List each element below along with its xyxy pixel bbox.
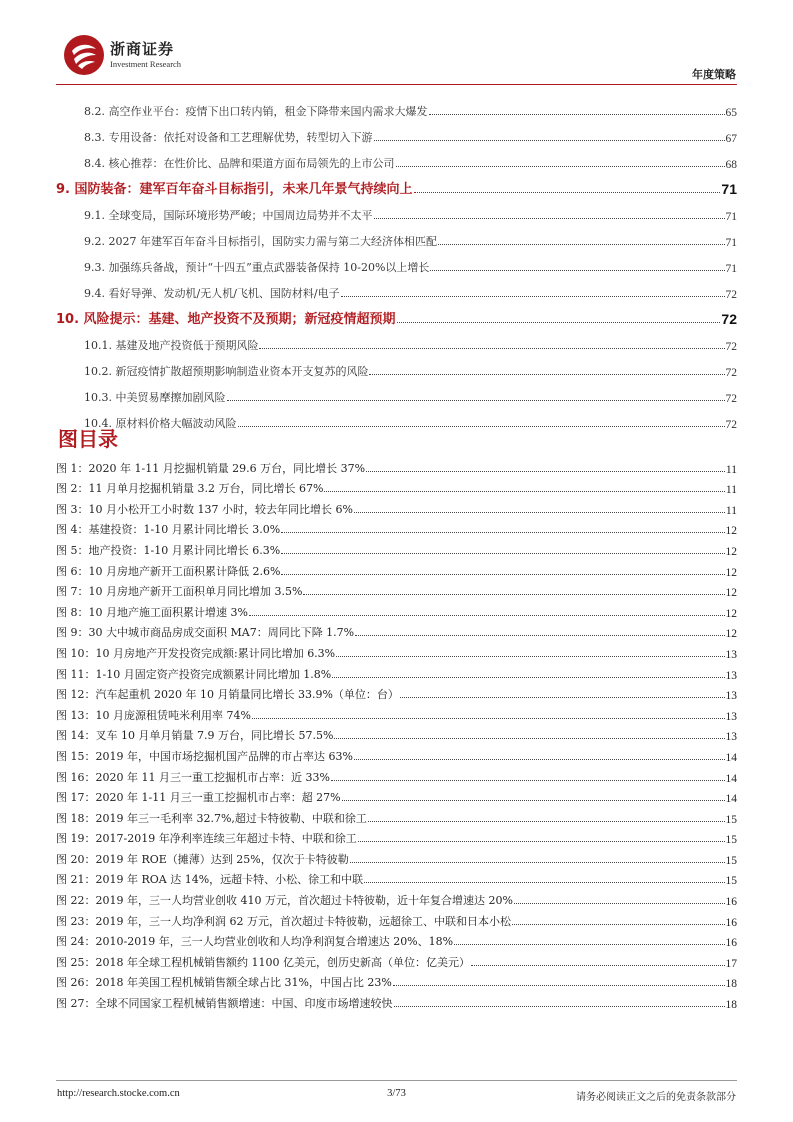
- toc-entry-title: 9.4. 看好导弹、发动机/无人机/飞机、国防材料/电子: [84, 287, 340, 300]
- figure-entry-page: 11: [725, 463, 737, 476]
- figure-entry[interactable]: [56, 476, 737, 497]
- figure-entry-page: 15: [725, 813, 737, 826]
- figure-entry-title: 图 26：2018 年美国工程机械销售额全球占比 31%，中国占比 23%: [56, 976, 392, 990]
- figure-entry-page: 15: [725, 854, 737, 867]
- figure-entry[interactable]: [56, 805, 737, 826]
- toc-section-title: 10. 风险提示：基建、地产投资不及预期；新冠疫情超预期: [56, 312, 396, 327]
- toc-entry-page: 72: [725, 367, 737, 379]
- figure-entry-title: 图 16：2020 年 11 月三一重工挖掘机市占率：近 33%: [56, 770, 330, 784]
- toc-section-page: 72: [721, 311, 737, 327]
- figure-entry-page: 15: [725, 834, 737, 847]
- toc-entry-title: 9.2. 2027 年建军百年奋斗目标指引，国防实力需与第二大经济体相匹配: [84, 235, 437, 248]
- figure-entry[interactable]: [56, 682, 737, 703]
- toc-entry-title: 10.2. 新冠疫情扩散超预期影响制造业资本开支复苏的风险: [84, 365, 369, 378]
- figure-entry-page: 18: [725, 978, 737, 991]
- toc-entry[interactable]: [56, 197, 737, 223]
- toc-entry-page: 71: [725, 263, 737, 275]
- toc-entry-title: 10.3. 中美贸易摩擦加剧风险: [84, 391, 226, 404]
- figure-entry-title: 图 5：地产投资：1-10 月累计同比增长 6.3%: [56, 543, 281, 557]
- figure-entry-page: 12: [725, 566, 737, 579]
- toc-entry[interactable]: [56, 275, 737, 301]
- toc-entry[interactable]: [56, 327, 737, 353]
- figure-entry-title: 图 6：10 月房地产新开工面积累计降低 2.6%: [56, 564, 281, 578]
- figure-entry-title: 图 18：2019 年三一毛利率 32.7%,超过卡特彼勒、中联和徐工: [56, 811, 367, 825]
- figure-entry[interactable]: [56, 970, 737, 991]
- figure-entry[interactable]: [56, 846, 737, 867]
- figure-entry[interactable]: [56, 579, 737, 600]
- figure-entry[interactable]: [56, 908, 737, 929]
- document-type: 年度策略: [692, 68, 736, 81]
- toc-entry-page: 72: [725, 393, 737, 405]
- toc-entry-page: 72: [725, 341, 737, 353]
- figure-entry-page: 13: [725, 669, 737, 682]
- figure-entry-page: 13: [725, 690, 737, 703]
- figure-entry[interactable]: [56, 743, 737, 764]
- figure-entry[interactable]: [56, 702, 737, 723]
- figure-entry[interactable]: [56, 620, 737, 641]
- company-name-cn: 浙商证券: [110, 40, 175, 58]
- figure-entry-page: 16: [725, 896, 737, 909]
- toc-section[interactable]: [56, 171, 737, 197]
- page-number: 3/73: [387, 1088, 406, 1099]
- figure-entry-title: 图 13：10 月庞源租赁吨米利用率 74%: [56, 708, 251, 722]
- toc-entry[interactable]: [56, 249, 737, 275]
- figure-entry-title: 图 23：2019 年，三一人均净利润 62 万元，首次超过卡特彼勒，远超徐工、中联和日本小松: [56, 914, 511, 928]
- figure-entry-page: 16: [725, 937, 737, 950]
- figure-entry-page: 16: [725, 916, 737, 929]
- figure-entry[interactable]: [56, 599, 737, 620]
- figure-entry-page: 14: [725, 751, 737, 764]
- toc-entry-title: 8.2. 高空作业平台：疫情下出口转内销，租金下降带来国内需求大爆发: [84, 105, 428, 118]
- figure-entry-page: 15: [725, 875, 737, 888]
- toc-entry-title: 9.3. 加强练兵备战，预计“十四五”重点武器装备保持 10-20%以上增长: [84, 261, 430, 274]
- figure-entry-title: 图 25：2018 年全球工程机械销售额约 1100 亿美元，创历史新高（单位：亿美元）: [56, 955, 470, 969]
- figure-entry[interactable]: [56, 496, 737, 517]
- toc-entry[interactable]: [56, 405, 737, 431]
- toc-entry-title: 10.1. 基建及地产投资低于预期风险: [84, 339, 259, 352]
- figure-entry-page: 12: [725, 525, 737, 538]
- toc-entry[interactable]: [56, 223, 737, 249]
- toc-entry-page: 71: [725, 237, 737, 249]
- figure-entry[interactable]: [56, 929, 737, 950]
- toc-entry-page: 65: [725, 107, 737, 119]
- company-name-en: Investment Research: [110, 59, 182, 69]
- figure-entry-title: 图 1：2020 年 1-11 月挖掘机销量 29.6 万台，同比增长 37%: [56, 461, 366, 475]
- figure-entry-page: 11: [725, 504, 737, 517]
- table-of-contents: [56, 93, 737, 431]
- figure-entry[interactable]: [56, 826, 737, 847]
- figure-entry[interactable]: [56, 949, 737, 970]
- figure-entry-page: 11: [725, 484, 737, 497]
- figure-entry-title: 图 7：10 月房地产新开工面积单月同比增加 3.5%: [56, 585, 303, 599]
- toc-section[interactable]: [56, 301, 737, 327]
- figure-entry[interactable]: [56, 537, 737, 558]
- figure-entry-title: 图 4：基建投资：1-10 月累计同比增长 3.0%: [56, 523, 281, 537]
- toc-entry-page: 67: [725, 133, 737, 145]
- figures-heading: 图目录: [58, 427, 118, 451]
- figure-entry-title: 图 27：全球不同国家工程机械销售额增速：中国、印度市场增速较快: [56, 997, 393, 1011]
- figure-entry-page: 13: [725, 648, 737, 661]
- toc-entry-page: 68: [725, 159, 737, 171]
- toc-entry[interactable]: [56, 93, 737, 119]
- figure-entry-page: 13: [725, 731, 737, 744]
- figure-entry[interactable]: [56, 640, 737, 661]
- figure-entry-page: 12: [725, 607, 737, 620]
- figure-entry[interactable]: [56, 661, 737, 682]
- figure-entry-title: 图 19：2017-2019 年净利率连续三年超过卡特、中联和徐工: [56, 832, 357, 846]
- toc-entry-title: 10.4. 原材料价格大幅波动风险: [84, 417, 237, 430]
- toc-entry-page: 72: [725, 419, 737, 431]
- figure-entry-page: 17: [725, 957, 737, 970]
- figure-entry-title: 图 20：2019 年 ROE（摊薄）达到 25%，仅次于卡特彼勒: [56, 852, 349, 866]
- toc-section-title: 9. 国防装备：建军百年奋斗目标指引，未来几年景气持续向上: [56, 182, 413, 197]
- toc-entry-title: 9.1. 全球变局，国际环境形势严峻；中国周边局势并不太平: [84, 209, 373, 222]
- figure-entry-page: 12: [725, 628, 737, 641]
- figure-entry-title: 图 9：30 大中城市商品房成交面积 MA7：周同比下降 1.7%: [56, 626, 355, 640]
- figure-entry-page: 14: [725, 772, 737, 785]
- figure-entry-title: 图 21：2019 年 ROA 达 14%，远超卡特、小松、徐工和中联: [56, 873, 364, 887]
- figure-entry[interactable]: [56, 785, 737, 806]
- figure-entry-page: 18: [725, 999, 737, 1012]
- figure-entry-title: 图 8：10 月地产施工面积累计增速 3%: [56, 605, 248, 619]
- figure-entry-title: 图 2：11 月单月挖掘机销量 3.2 万台，同比增长 67%: [56, 482, 324, 496]
- toc-section-page: 71: [721, 181, 737, 197]
- figure-entry-title: 图 11：1-10 月固定资产投资完成额累计同比增加 1.8%: [56, 667, 332, 681]
- figure-entry[interactable]: [56, 887, 737, 908]
- brand: [110, 40, 181, 70]
- figure-entry-title: 图 15：2019 年，中国市场挖掘机国产品牌的市占率达 63%: [56, 749, 353, 763]
- figure-entry[interactable]: [56, 517, 737, 538]
- figure-entry-page: 12: [725, 587, 737, 600]
- figure-entry-title: 图 24：2010-2019 年，三一人均营业创收和人均净利润复合增速达 20%、18%: [56, 935, 454, 949]
- toc-entry-title: 8.3. 专用设备：依托对设备和工艺理解优势，转型切入下游: [84, 131, 373, 144]
- figure-entry-title: 图 10：10 月房地产开发投资完成额:累计同比增加 6.3%: [56, 646, 336, 660]
- toc-entry[interactable]: [56, 119, 737, 145]
- figure-entry-title: 图 22：2019 年，三一人均营业创收 410 万元，首次超过卡特彼勒，近十年复合增速达 20%: [56, 894, 513, 908]
- figure-entry-title: 图 3：10 月小松开工小时数 137 小时，较去年同比增长 6%: [56, 502, 353, 516]
- disclaimer-note: 请务必阅读正文之后的免责条款部分: [576, 1092, 736, 1103]
- footer-url-link[interactable]: http://research.stocke.com.cn: [57, 1088, 180, 1099]
- figure-entry-page: 12: [725, 545, 737, 558]
- toc-entry-page: 72: [725, 289, 737, 301]
- figure-entry[interactable]: [56, 867, 737, 888]
- toc-entry-page: 71: [725, 211, 737, 223]
- figure-entry[interactable]: [56, 455, 737, 476]
- company-logo-icon: [62, 33, 106, 77]
- figure-entry-page: 13: [725, 710, 737, 723]
- figure-entry-page: 14: [725, 793, 737, 806]
- toc-entry[interactable]: [56, 379, 737, 405]
- figure-entry-title: 图 17：2020 年 1-11 月三一重工挖掘机市占率：超 27%: [56, 791, 341, 805]
- footer-divider: [56, 1080, 737, 1081]
- header-divider: [56, 84, 737, 85]
- figure-entry[interactable]: [56, 764, 737, 785]
- figure-entry[interactable]: [56, 723, 737, 744]
- figure-entry[interactable]: [56, 990, 737, 1011]
- figure-entry-title: 图 12：汽车起重机 2020 年 10 月销量同比增长 33.9%（单位：台）: [56, 688, 399, 702]
- figure-entry-title: 图 14：叉车 10 月单月销量 7.9 万台，同比增长 57.5%: [56, 729, 334, 743]
- figure-list: [56, 455, 737, 1011]
- toc-entry-title: 8.4. 核心推荐：在性价比、品牌和渠道方面布局领先的上市公司: [84, 157, 395, 170]
- figure-entry[interactable]: [56, 558, 737, 579]
- toc-entry[interactable]: [56, 353, 737, 379]
- toc-entry[interactable]: [56, 145, 737, 171]
